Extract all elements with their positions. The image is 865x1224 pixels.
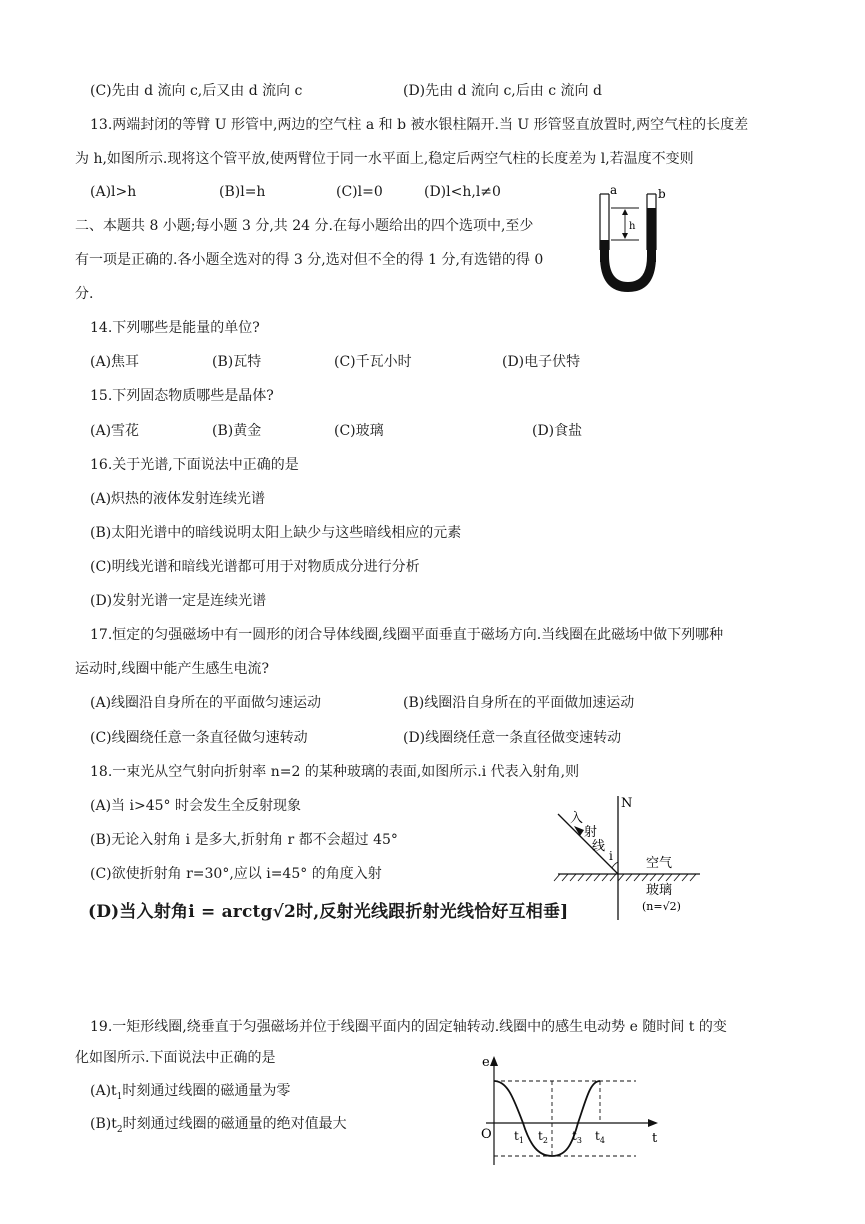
q19-option-b: $(B)t_2$时刻通过线圈的磁通量的绝对值最大	[90, 1116, 347, 1135]
q18-stem: 18.一束光从空气射向折射率 n=2 的某种玻璃的表面,如图所示.i 代表入射角,则	[90, 764, 580, 780]
q16-option-b: (B)太阳光谱中的暗线说明太阳上缺少与这些暗线相应的元素	[90, 525, 462, 541]
q14-option-a: (A)焦耳	[90, 354, 140, 370]
q17-option-b: (B)线圈沿自身所在的平面做加速运动	[403, 695, 635, 711]
refraction-label-she: 射	[584, 825, 598, 840]
graph-tick-t2: $t_2$	[538, 1129, 548, 1145]
u-tube-label-a: a	[610, 183, 618, 197]
refraction-label-n: N	[621, 796, 633, 811]
section2-line3: 分.	[75, 286, 94, 302]
emf-time-graph	[478, 1050, 668, 1170]
q16-stem: 16.关于光谱,下面说法中正确的是	[90, 457, 299, 473]
q17-stem-line2: 运动时,线圈中能产生感生电流?	[75, 661, 269, 677]
q13-option-a: (A)l>h	[90, 184, 137, 200]
q19-stem-line1: 19.一矩形线圈,绕垂直于匀强磁场并位于线圈平面内的固定轴转动.线圈中的感生电动势 e 随时间 t 的变	[90, 1019, 727, 1035]
graph-label-o: O	[481, 1127, 492, 1142]
q16-option-c: (C)明线光谱和暗线光谱都可用于对物质成分进行分析	[90, 559, 420, 575]
q13-option-b: (B)l=h	[219, 184, 266, 200]
graph-tick-t3: $t_3$	[572, 1129, 582, 1145]
refraction-figure	[550, 790, 700, 920]
q14-stem: 14.下列哪些是能量的单位?	[90, 320, 260, 336]
q12-option-c: (C)先由 d 流向 c,后又由 d 流向 c	[90, 83, 303, 99]
q14-option-c: (C)千瓦小时	[334, 354, 412, 370]
q18-option-c: (C)欲使折射角 r=30°,应以 i=45° 的角度入射	[90, 866, 382, 882]
refraction-label-air: 空气	[646, 856, 673, 871]
q17-option-c: (C)线圈绕任意一条直径做匀速转动	[90, 730, 308, 746]
q16-option-d: (D)发射光谱一定是连续光谱	[90, 593, 267, 609]
q18-option-d: (D)当入射角i = arctg√2时,反射光线跟折射光线恰好互相垂]	[88, 902, 569, 922]
u-tube-figure	[595, 183, 675, 296]
q13-option-c: (C)l=0	[336, 184, 383, 200]
q15-option-a: (A)雪花	[90, 423, 140, 439]
q17-option-a: (A)线圈沿自身所在的平面做匀速运动	[90, 695, 322, 711]
refraction-label-xian: 线	[592, 839, 606, 854]
refraction-label-i: i	[609, 849, 613, 863]
refraction-label-glass: 玻璃	[646, 883, 673, 898]
q15-option-c: (C)玻璃	[334, 423, 384, 439]
q15-option-b: (B)黄金	[212, 423, 262, 439]
graph-tick-t1: $t_1$	[514, 1129, 524, 1145]
q13-stem-line2: 为 h,如图所示.现将这个管平放,使两臂位于同一水平面上,稳定后两空气柱的长度差为 l,若温度不变则	[75, 151, 694, 167]
q18-option-a: (A)当 i>45° 时会发生全反射现象	[90, 798, 301, 814]
u-tube-label-b: b	[658, 187, 666, 201]
section2-line2: 有一项是正确的.各小题全选对的得 3 分,选对但不全的得 1 分,有选错的得 0	[75, 252, 544, 268]
graph-tick-t4: $t_4$	[595, 1129, 605, 1145]
q13-stem-line1: 13.两端封闭的等臂 U 形管中,两边的空气柱 a 和 b 被水银柱隔开.当 U 形管竖直放置时,两空气柱的长度差	[90, 117, 749, 133]
refraction-label-index: (n=√2)	[642, 900, 681, 913]
q14-option-b: (B)瓦特	[212, 354, 262, 370]
q12-option-d: (D)先由 d 流向 c,后由 c 流向 d	[403, 83, 602, 99]
refraction-label-ru: 入	[570, 811, 584, 826]
q14-option-d: (D)电子伏特	[502, 354, 581, 370]
q15-option-d: (D)食盐	[532, 423, 583, 439]
q15-stem: 15.下列固态物质哪些是晶体?	[90, 388, 274, 404]
section2-line1: 二、本题共 8 小题;每小题 3 分,共 24 分.在每小题给出的四个选项中,至少	[75, 218, 534, 234]
u-tube-label-h: h	[629, 221, 636, 232]
graph-label-e: e	[482, 1055, 490, 1070]
q17-option-d: (D)线圈绕任意一条直径做变速转动	[403, 730, 622, 746]
q19-stem-line2: 化如图所示.下面说法中正确的是	[75, 1050, 276, 1066]
q16-option-a: (A)炽热的液体发射连续光谱	[90, 491, 266, 507]
q13-option-d: (D)l<h,l≠0	[424, 184, 501, 200]
graph-label-t: t	[652, 1131, 658, 1146]
q17-stem-line1: 17.恒定的匀强磁场中有一圆形的闭合导体线圈,线圈平面垂直于磁场方向.当线圈在此磁场中做下列哪种	[90, 627, 724, 643]
q18-option-b: (B)无论入射角 i 是多大,折射角 r 都不会超过 45°	[90, 832, 398, 848]
q19-option-a: $(A)t_1$时刻通过线圈的磁通量为零	[90, 1083, 291, 1102]
